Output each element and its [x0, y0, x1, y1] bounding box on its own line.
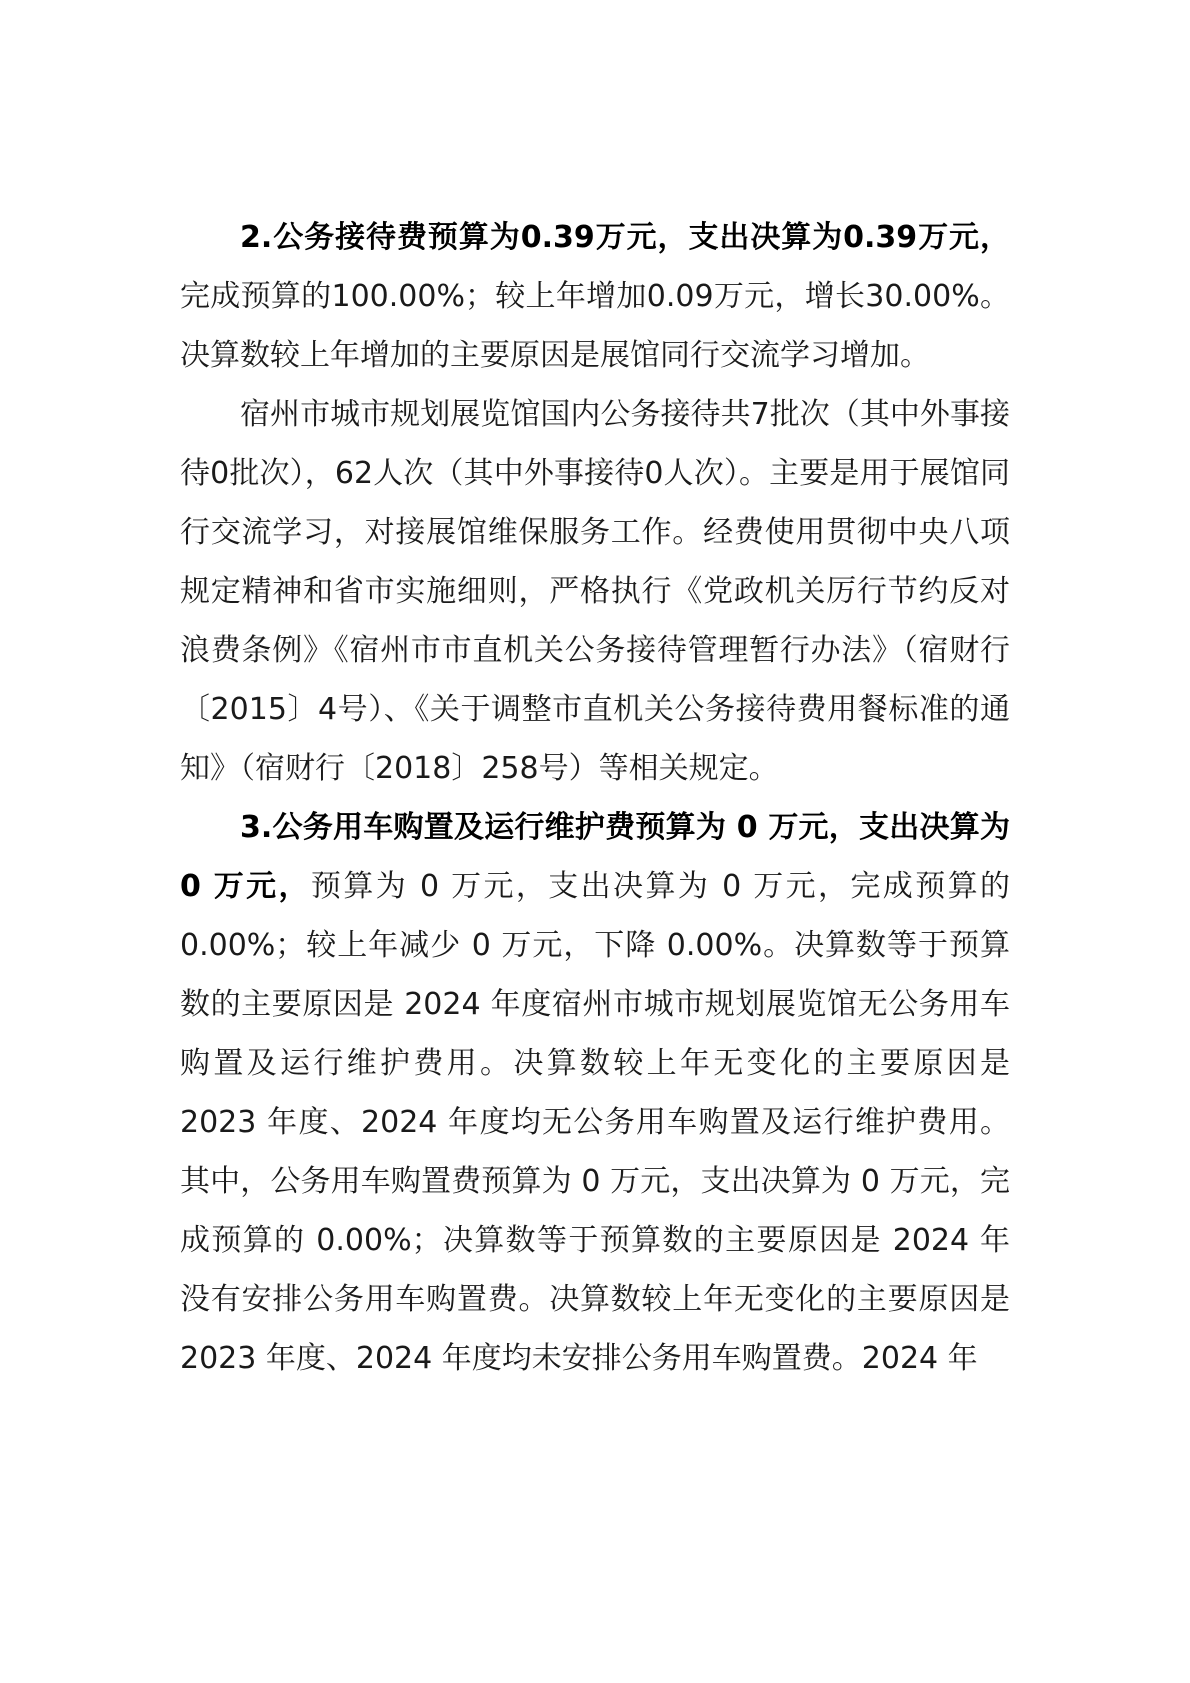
paragraph-reception-details — [180, 385, 1010, 798]
paragraph-vehicle-expense — [180, 798, 1010, 1388]
paragraph-reception-expense — [180, 208, 1010, 385]
document-body — [180, 208, 1010, 1388]
paragraph-text: 预算为 0 万元，支出决算为 0 万元，完成预算的0.00%；较上年减少 0 万元，下降 0.00%。决算数等于预算数的主要原因是 2024 年度宿州市城市规划展览馆无公务用车购置及运行维护费用。决算数较上年无变化的主要原因是 2023 年度、2024 年度均无公务用车购置及运行维护费用。其中，公务用车购置费预算为 0 万元，支出决算为 0 万元，完成预算的 0.00%；决算数等于预算数的主要原因是 2024 年没有安排公务用车购置费。决算数较上年无变化的主要原因是 2023 年度、2024 年度均未安排公务用车购置费。2024 年 — [180, 869, 1010, 1376]
paragraph-text: 宿州市城市规划展览馆国内公务接待共7批次（其中外事接待0批次），62人次（其中外事接待0人次）。主要是用于展馆同行交流学习，对接展馆维保服务工作。经费使用贯彻中央八项规定精神和省市实施细则，严格执行《党政机关厉行节约反对浪费条例》《宿州市市直机关公务接待管理暂行办法》（宿财行〔2015〕4号）、《关于调整市直机关公务接待费用餐标准的通知》（宿财行〔2018〕258号）等相关规定。 — [180, 397, 1010, 786]
paragraph-text: 完成预算的100.00%；较上年增加0.09万元，增长30.00%。决算数较上年增加的主要原因是展馆同行交流学习增加。 — [180, 279, 1010, 373]
paragraph-heading: 3.公务用车购置及运行维护费预算为 0 万元，支出决算为 0 万元， — [180, 810, 1010, 904]
paragraph-heading: 2.公务接待费预算为0.39万元，支出决算为0.39万元， — [240, 220, 1010, 255]
